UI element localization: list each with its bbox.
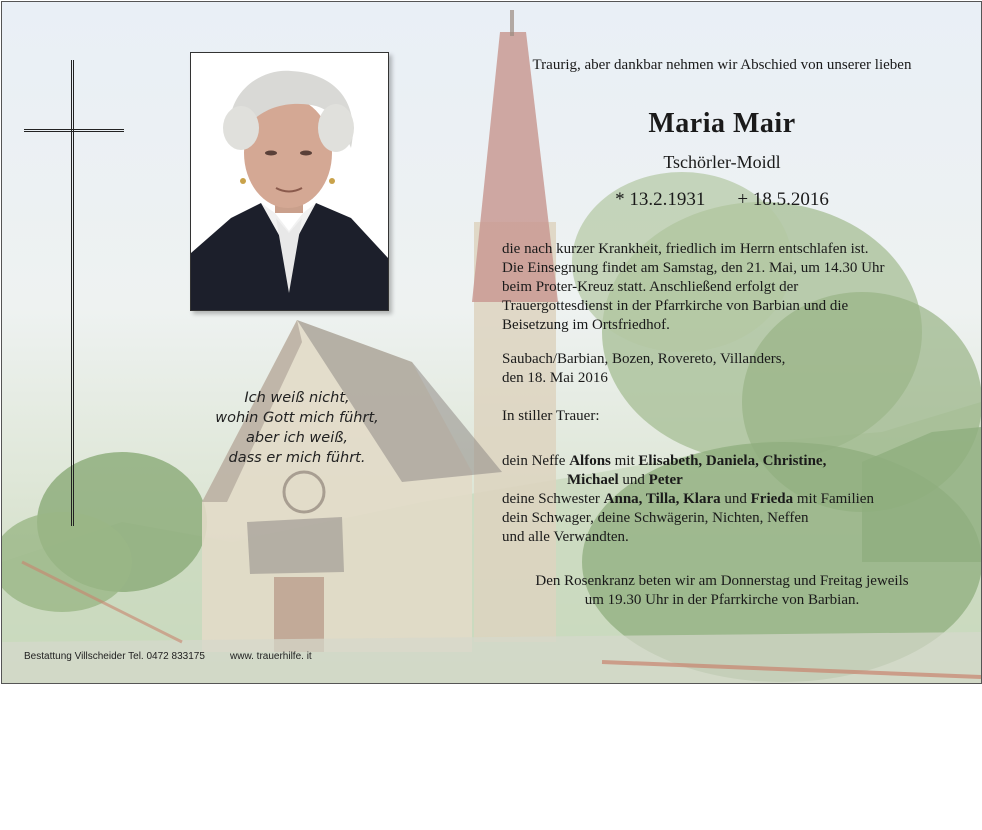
announcement-line: Die Einsegnung findet am Samstag, den 21. Mai, um 14.30 Uhr	[502, 260, 885, 276]
mourners-text: dein Neffe	[502, 453, 570, 469]
cross-icon-bar	[24, 129, 124, 132]
mourner-name: Elisabeth, Daniela, Christine,	[638, 453, 827, 469]
mourners-text: mit	[610, 453, 639, 469]
mourner-name: Michael	[567, 472, 619, 488]
verse-line: wohin Gott mich führt,	[215, 410, 379, 426]
rosary-line: Den Rosenkranz beten wir am Donnerstag und Freitag jeweils	[535, 573, 909, 589]
life-dates	[502, 189, 942, 211]
places-line: Saubach/Barbian, Bozen, Rovereto, Villanders,	[502, 351, 786, 367]
announcement-line: beim Proter-Kreuz statt. Anschließend erfolgt der	[502, 279, 799, 295]
deceased-name: Maria Mair	[648, 108, 796, 139]
mourners-line	[502, 452, 942, 471]
mourners-line	[502, 490, 942, 509]
verse-text	[202, 388, 392, 468]
website-link[interactable]: www. trauerhilfe. it	[230, 651, 312, 662]
portrait-photo	[190, 52, 389, 311]
mourner-name: Peter	[648, 472, 683, 488]
mourner-name: Anna, Tilla, Klara	[603, 491, 721, 507]
obituary-card	[1, 1, 982, 684]
rosary-line: um 19.30 Uhr in der Pfarrkirche von Barbian.	[584, 592, 860, 608]
death-date: + 18.5.2016	[737, 189, 829, 210]
announcement-line: Trauergottesdienst in der Pfarrkirche von Barbian und die	[502, 298, 849, 314]
mourner-name: Frieda	[750, 491, 794, 507]
verse-line: Ich weiß nicht,	[244, 390, 350, 406]
date-line: den 18. Mai 2016	[502, 370, 608, 386]
intro-text: Traurig, aber dankbar nehmen wir Abschied von unserer lieben	[532, 57, 912, 73]
birth-date: * 13.2.1931	[615, 189, 706, 210]
announcement-line: Beisetzung im Ortsfriedhof.	[502, 317, 670, 333]
mourners-text: deine Schwester	[502, 491, 604, 507]
mourners-line: dein Schwager, deine Schwägerin, Nichten, Neffen	[502, 510, 809, 526]
portrait-image	[191, 53, 388, 310]
mourners-text: mit Familien	[793, 491, 874, 507]
funeral-announcement	[502, 240, 942, 335]
mourning-heading: In stiller Trauer:	[502, 408, 600, 424]
place-and-date	[502, 350, 942, 388]
verse-line: dass er mich führt.	[228, 450, 366, 466]
announcement-line: die nach kurzer Krankheit, friedlich im Herrn entschlafen ist.	[502, 241, 869, 257]
mourners-text: und	[720, 491, 751, 507]
verse-line: aber ich weiß,	[246, 430, 348, 446]
deceased-nickname: Tschörler-Moidl	[663, 152, 781, 172]
mourners-text: und	[618, 472, 649, 488]
funeral-home-contact: Bestattung Villscheider Tel. 0472 833175	[24, 651, 205, 662]
mourners-line: und alle Verwandten.	[502, 529, 629, 545]
mourner-name: Alfons	[569, 453, 611, 469]
mourners-list	[502, 452, 942, 547]
rosary-notice	[502, 572, 942, 610]
mourners-line	[502, 471, 942, 490]
